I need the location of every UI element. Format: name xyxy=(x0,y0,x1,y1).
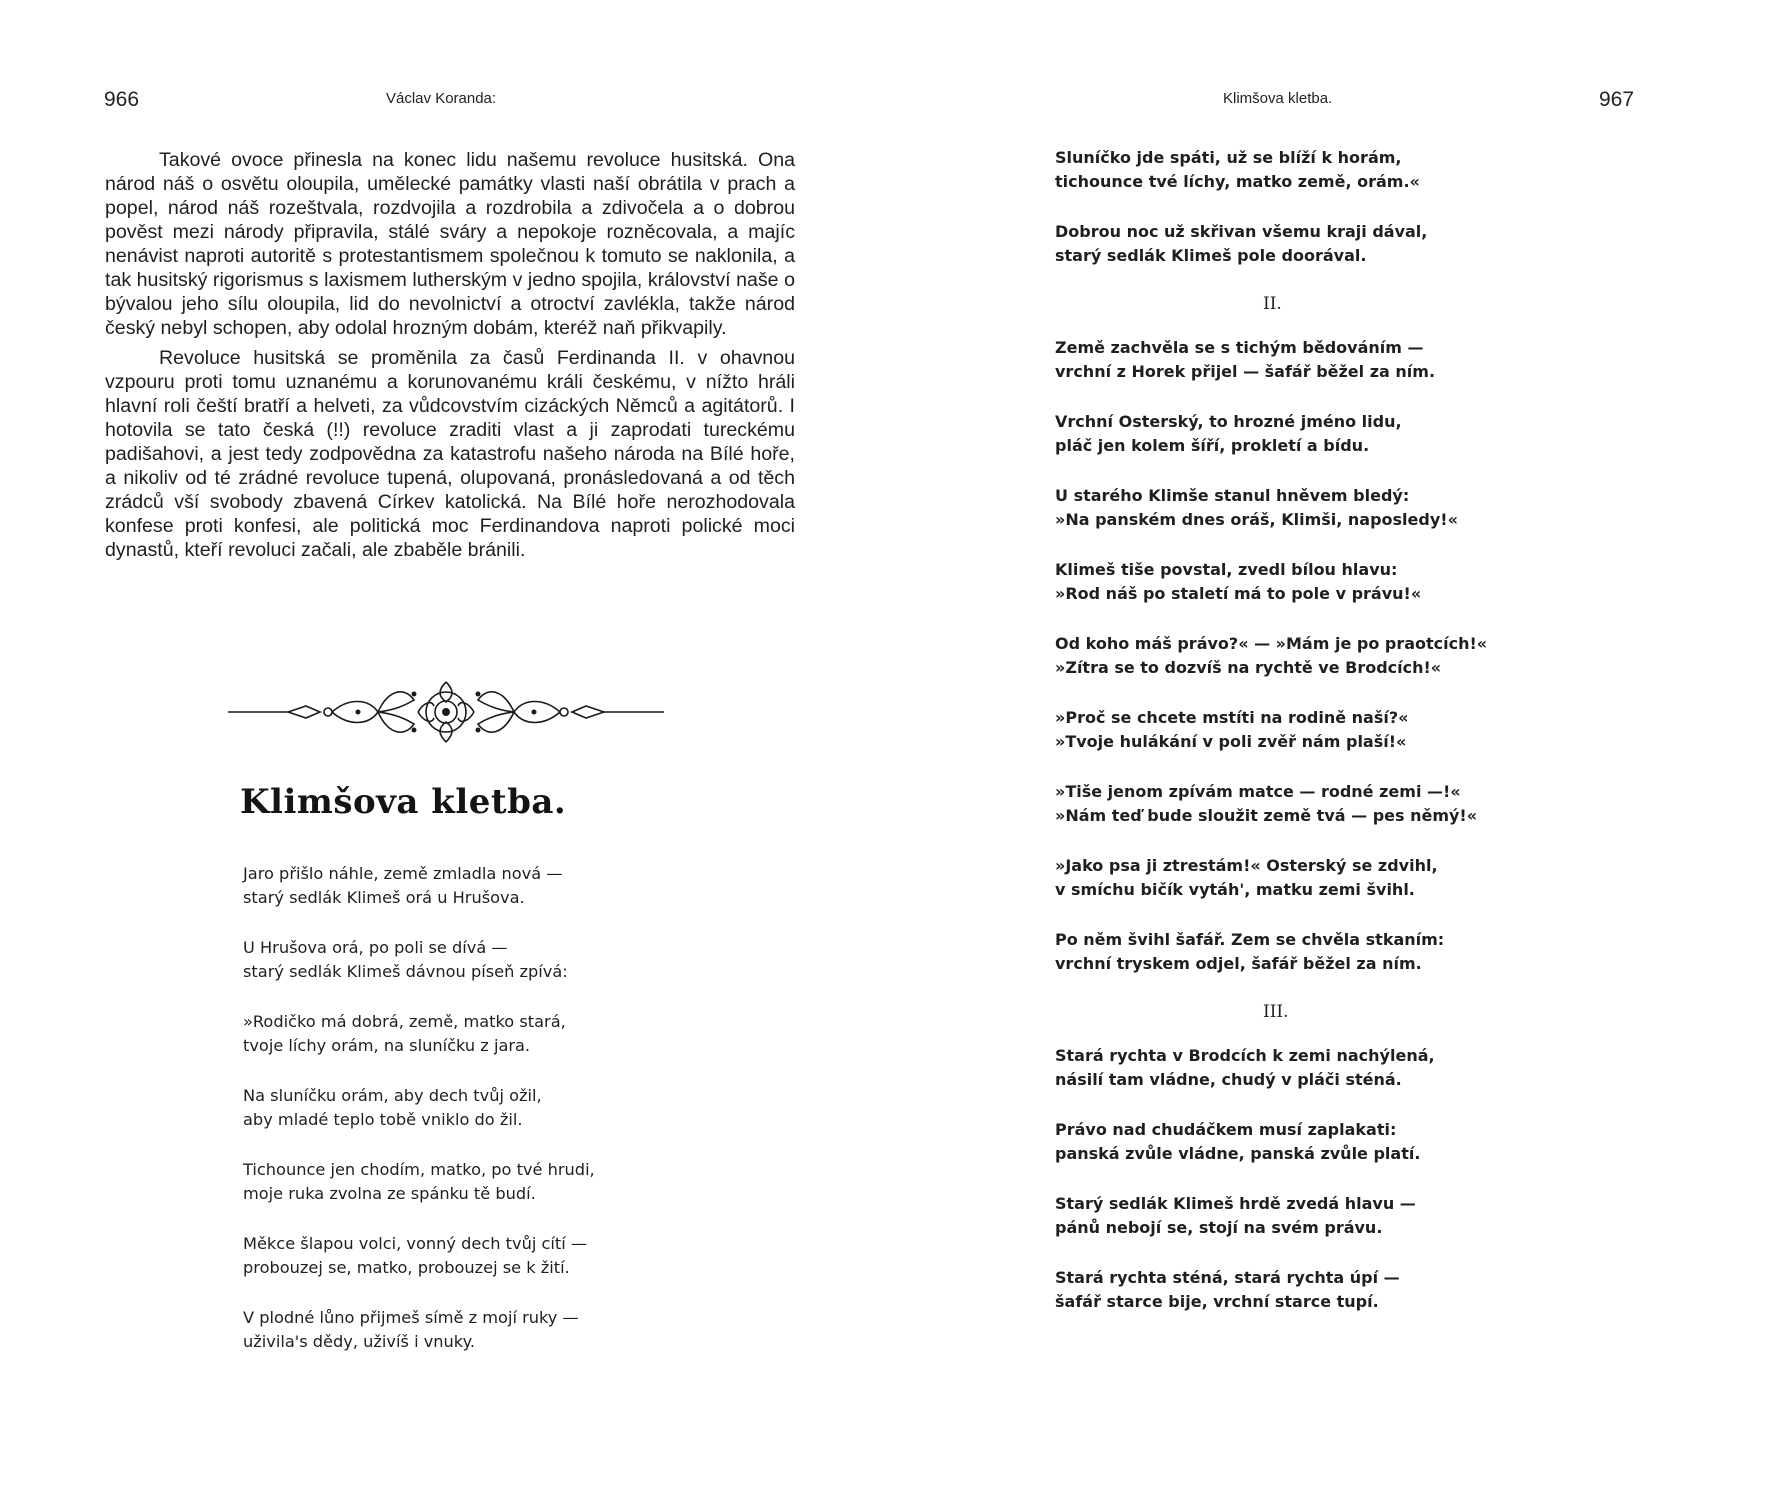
stanza xyxy=(1055,1266,1655,1314)
verse-line: v smíchu bičík vytáh', matku zemi švihl. xyxy=(1055,880,1415,899)
stanza xyxy=(1055,484,1655,532)
stanza xyxy=(243,1084,763,1132)
verse-line: probouzej se, matko, probouzej se k žití. xyxy=(243,1258,570,1277)
verse-line: Na sluníčku orám, aby dech tvůj ožil, xyxy=(243,1086,542,1105)
verse-line: starý sedlák Klimeš orá u Hrušova. xyxy=(243,888,525,907)
stanza xyxy=(243,1158,763,1206)
stanza xyxy=(1055,780,1655,828)
prose-paragraph: Revoluce husitská se proměnila za časů Ferdinanda II. v ohavnou vzpouru proti tomu uznanému a korunovanému králi českému, v nížto hráli hlavní roli čeští bratří a helveti, za vůdcovstvím cizáckých Němců a agitátorů. I hotovila se tato česká (!!) revoluce zraditi vlast a ji zaprodati tureckému padišahovi, a jest tedy zodpovědna za katastrofu našeho národa na Bílé hoře, a nikoliv od té zrádné revoluce tupená, olupovaná, pronásledovaná a od těch zrádců vší svobody zbavená Církev katolická. Na Bílé hoře nerozhodovala konfese proti konfesi, ale politická moc Ferdinandova naproti polické moci dynastů, kteří revoluci začali, ale zbaběle bránili. xyxy=(105,347,795,561)
verse-line: starý sedlák Klimeš dávnou píseň zpívá: xyxy=(243,962,568,981)
stanza xyxy=(1055,336,1655,384)
running-head: Klimšova kletba. xyxy=(1223,90,1333,107)
decorative-vignette-icon xyxy=(228,676,664,746)
page-number: 966 xyxy=(104,88,140,111)
verse-line: Měkce šlapou volci, vonný dech tvůj cítí — xyxy=(243,1234,588,1253)
verse-line: »Tiše jenom zpívám matce — rodné zemi —!« xyxy=(1055,782,1461,801)
verse-line: »Na panském dnes oráš, Klimši, naposledy!« xyxy=(1055,510,1458,529)
verse-line: Starý sedlák Klimeš hrdě zvedá hlavu — xyxy=(1055,1194,1416,1213)
stanza xyxy=(1055,1118,1655,1166)
section-number: III. xyxy=(1263,1002,1289,1022)
verse-line: Klimeš tiše povstal, zvedl bílou hlavu: xyxy=(1055,560,1398,579)
verse-line: »Proč se chcete mstíti na rodině naší?« xyxy=(1055,708,1409,727)
verse-line: »Jako psa ji ztrestám!« Osterský se zdvihl, xyxy=(1055,856,1438,875)
verse-line: Tichounce jen chodím, matko, po tvé hrudi, xyxy=(243,1160,595,1179)
stanza xyxy=(1055,706,1655,754)
verse-line: »Zítra se to dozvíš na rychtě ve Brodcích!« xyxy=(1055,658,1442,677)
verse-line: U starého Klimše stanul hněvem bledý: xyxy=(1055,486,1410,505)
verse-line: starý sedlák Klimeš pole doorával. xyxy=(1055,246,1367,265)
stanza xyxy=(1055,854,1655,902)
stanza xyxy=(243,1306,763,1354)
prose-paragraph: Takové ovoce přinesla na konec lidu našemu revoluce husitská. Ona národ náš o osvětu oloupila, umělecké památky vlasti naší obrátila v prach a popel, národ náš rozeštvala, rozdvojila a rozdrobila a zdivočela a o dobrou pověst mezi národy připravila, stálé sváry a nepokoje rozněcovala, a majíc nenávist naproti autoritě s protestantismem společnou k tomuto se naklonila, a tak husitský rigorismus s laxismem lutherským v jedno spojila, království naše o bývalou jeho sílu oloupila, lid do nevolnictví a otroctví zavlékla, takže národ český nebyl schopen, aby odolal hrozným dobám, kteréž naň přikvapily. xyxy=(105,149,795,339)
stanza xyxy=(1055,928,1655,976)
verse-line: vrchní tryskem odjel, šafář běžel za ním. xyxy=(1055,954,1422,973)
verse-line: Stará rychta v Brodcích k zemi nachýlená, xyxy=(1055,1046,1435,1065)
stanza xyxy=(1055,220,1655,268)
prose-block xyxy=(105,148,795,568)
verse-line: Od koho máš právo?« — »Mám je po praotcích!« xyxy=(1055,634,1488,653)
stanza xyxy=(1055,1044,1655,1092)
verse-line: aby mladé teplo tobě vniklo do žil. xyxy=(243,1110,523,1129)
right-page xyxy=(890,0,1780,1501)
verse-line: uživila's dědy, uživíš i vnuky. xyxy=(243,1332,476,1351)
verse-line: Země zachvěla se s tichým bědováním — xyxy=(1055,338,1424,357)
poem-left xyxy=(243,862,763,1380)
stanza xyxy=(1055,558,1655,606)
stanza xyxy=(243,862,763,910)
verse-line: pánů nebojí se, stojí na svém právu. xyxy=(1055,1218,1383,1237)
stanza xyxy=(243,936,763,984)
verse-line: Sluníčko jde spáti, už se blíží k horám, xyxy=(1055,148,1402,167)
verse-line: »Rod náš po staletí má to pole v právu!« xyxy=(1055,584,1422,603)
verse-line: Dobrou noc už skřivan všemu kraji dával, xyxy=(1055,222,1428,241)
verse-line: Jaro přišlo náhle, země zmladla nová — xyxy=(243,864,563,883)
stanza xyxy=(1055,632,1655,680)
verse-line: Po něm švihl šafář. Zem se chvěla stkaním: xyxy=(1055,930,1445,949)
poem-right xyxy=(1055,146,1655,1340)
stanza xyxy=(243,1232,763,1280)
verse-line: šafář starce bije, vrchní starce tupí. xyxy=(1055,1292,1379,1311)
verse-line: panská zvůle vládne, panská zvůle platí. xyxy=(1055,1144,1421,1163)
verse-line: »Tvoje hulákání v poli zvěř nám plaší!« xyxy=(1055,732,1407,751)
verse-line: V plodné lůno přijmeš símě z mojí ruky — xyxy=(243,1308,579,1327)
verse-line: násilí tam vládne, chudý v pláči sténá. xyxy=(1055,1070,1402,1089)
stanza xyxy=(1055,146,1655,194)
section-number: II. xyxy=(1263,294,1282,314)
verse-line: moje ruka zvolna ze spánku tě budí. xyxy=(243,1184,536,1203)
verse-line: tvoje líchy orám, na sluníčku z jara. xyxy=(243,1036,531,1055)
verse-line: »Nám teď bude sloužit země tvá — pes němý!« xyxy=(1055,806,1478,825)
running-head: Václav Koranda: xyxy=(386,90,497,107)
verse-line: Stará rychta sténá, stará rychta úpí — xyxy=(1055,1268,1400,1287)
verse-line: pláč jen kolem šíří, prokletí a bídu. xyxy=(1055,436,1370,455)
stanza xyxy=(1055,410,1655,458)
page-number: 967 xyxy=(1599,88,1635,111)
verse-line: tichounce tvé líchy, matko země, orám.« xyxy=(1055,172,1420,191)
verse-line: vrchní z Horek přijel — šafář běžel za ním. xyxy=(1055,362,1436,381)
verse-line: »Rodičko má dobrá, země, matko stará, xyxy=(243,1012,566,1031)
poem-title: Klimšova kletba. xyxy=(240,782,567,822)
verse-line: Právo nad chudáčkem musí zaplakati: xyxy=(1055,1120,1397,1139)
stanza xyxy=(1055,1192,1655,1240)
verse-line: Vrchní Osterský, to hrozné jméno lidu, xyxy=(1055,412,1402,431)
stanza xyxy=(243,1010,763,1058)
verse-line: U Hrušova orá, po poli se dívá — xyxy=(243,938,508,957)
